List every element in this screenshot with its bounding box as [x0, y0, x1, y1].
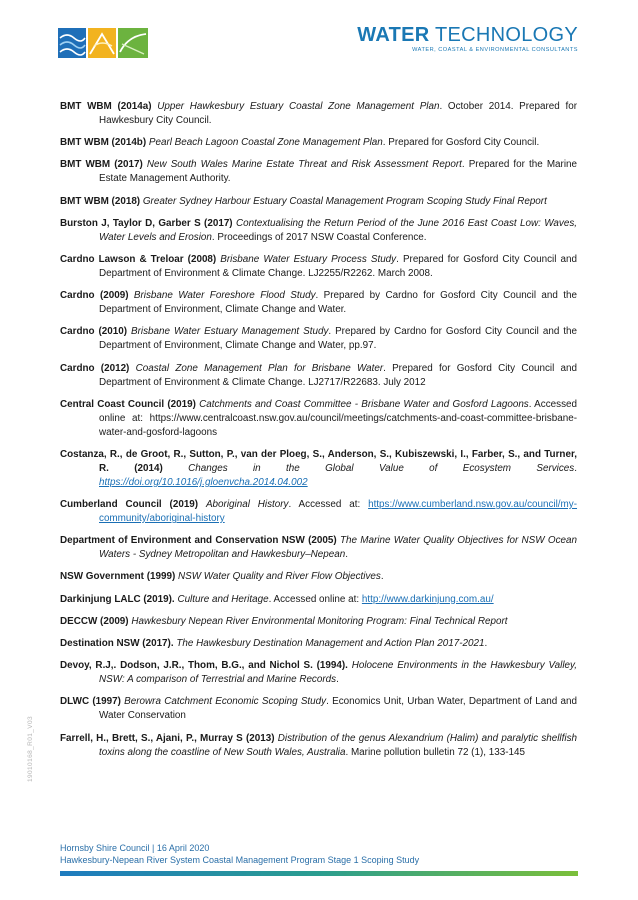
reference-title: Greater Sydney Harbour Estuary Coastal Management Program Scoping Study Final Report	[142, 195, 547, 207]
brand-logo	[357, 24, 578, 53]
reference-title: Distribution of the genus Alexandrium (Halim) and paralytic shellfish toxins along the coastline of New South Wales, Australia	[99, 732, 577, 758]
reference-author: Cardno Lawson & Treloar (2008)	[60, 253, 217, 265]
reference-entry	[60, 534, 577, 562]
reference-author: Burston J, Taylor D, Garber S (2017)	[60, 217, 233, 229]
reference-title: Contextualising the Return Period of the June 2016 East Coast Low: Waves, Water Levels and Erosion	[99, 217, 577, 243]
reference-author: DLWC (1997)	[60, 696, 121, 708]
reference-entry	[60, 325, 577, 353]
reference-author: DECCW (2009)	[60, 615, 129, 627]
reference-entry	[60, 615, 577, 629]
reference-details: . Prepared for Gosford City Council and Department of Environment & Climate Change. LJ2255/R2262. March 2008.	[99, 253, 577, 279]
reference-author: NSW Government (1999)	[60, 571, 176, 583]
reference-details: .	[336, 674, 339, 686]
reference-details: . Prepared for Gosford City Council and Department of Environment & Climate Change. LJ2717/R22683. July 2012	[99, 362, 577, 388]
reference-details: .	[345, 549, 349, 561]
footer	[60, 842, 419, 866]
reference-author: Department of Environment and Conservation NSW (2005)	[60, 535, 337, 547]
footer-line-1: Hornsby Shire Council | 16 April 2020	[60, 843, 210, 853]
reference-author: Cardno (2009)	[60, 290, 129, 302]
reference-entry	[60, 362, 577, 390]
reference-title: Aboriginal History	[205, 499, 289, 511]
reference-details: .	[574, 462, 577, 474]
reference-title: The Hawkesbury Destination Management and Action Plan 2017-2021	[176, 638, 485, 649]
reference-entry	[60, 253, 577, 281]
reference-title: Hawkesbury Nepean River Environmental Monitoring Program: Final Technical Report	[131, 615, 508, 627]
reference-entry	[60, 158, 577, 186]
reference-title: Coastal Zone Management Plan for Brisbane Water	[135, 362, 384, 374]
reference-details: . Accessed online at:	[268, 593, 360, 605]
reference-entry	[60, 695, 577, 723]
reference-link[interactable]: https://www.cumberland.nsw.gov.au/council/my-community/aboriginal-history	[99, 499, 578, 525]
reference-entry	[60, 136, 577, 150]
reference-title: New South Wales Marine Estate Threat and Risk Assessment Report	[146, 159, 462, 171]
reference-entry	[60, 593, 577, 607]
reference-title: Pearl Beach Lagoon Coastal Zone Management Plan	[148, 137, 383, 149]
reference-title: Catchments and Coast Committee - Brisbane Water and Gosford Lagoons	[199, 398, 529, 410]
reference-author: Farrell, H., Brett, S., Ajani, P., Murray S (2013)	[60, 732, 275, 744]
reference-link[interactable]: https://doi.org/10.1016/j.gloenvcha.2014.04.002	[99, 476, 308, 488]
water-technology-logo-icon	[58, 26, 150, 60]
reference-entry	[60, 100, 577, 128]
reference-author: BMT WBM (2014a)	[60, 101, 152, 112]
reference-details: . Marine pollution bulletin 72 (1), 133-145	[345, 746, 525, 758]
reference-entry	[60, 398, 577, 440]
reference-author: Cumberland Council (2019)	[60, 499, 199, 511]
reference-title: Berowra Catchment Economic Scoping Study	[124, 696, 327, 708]
reference-link[interactable]: http://www.darkinjung.com.au/	[361, 593, 494, 605]
reference-entry	[60, 659, 577, 687]
reference-title: Brisbane Water Estuary Management Study	[131, 326, 329, 338]
footer-bar	[60, 871, 578, 876]
reference-title: Holocene Environments in the Hawkesbury Valley, NSW: A comparison of Terrestrial and Marine Records	[99, 660, 577, 686]
reference-entry	[60, 732, 577, 760]
reference-entry	[60, 217, 577, 245]
reference-author: Cardno (2010)	[60, 326, 128, 338]
reference-entry	[60, 570, 577, 584]
reference-entry	[60, 498, 577, 526]
reference-details: . Prepared by Cardno for Gosford City Council and the Department of Environment, Climate Change and Water.	[99, 290, 577, 316]
brand-title-light: TECHNOLOGY	[429, 24, 578, 46]
reference-details: . Prepared for the Marine Estate Management Authority.	[99, 159, 578, 185]
reference-title: NSW Water Quality and River Flow Objectives	[178, 571, 381, 583]
reference-details: . Economics Unit, Urban Water, Department of Land and Water Conservation	[99, 696, 577, 722]
reference-details: . Prepared by Cardno for Gosford City Council and the Department of Environment, Climate Change and Water, pp.97.	[99, 326, 578, 352]
brand-title	[357, 24, 578, 46]
brand-title-bold: WATER	[357, 24, 430, 46]
reference-entry	[60, 289, 577, 317]
reference-title: The Marine Water Quality Objectives for NSW Ocean Waters - Sydney Metropolitan and Hawkesbury–Nepean	[99, 535, 577, 561]
reference-entry	[60, 637, 577, 651]
reference-author: Darkinjung LALC (2019).	[60, 593, 175, 605]
reference-details: . Accessed online at: https://www.centralcoast.nsw.gov.au/council/meetings/catchments-and-coast-committee-brisbane-water-and-gosford-lagoons	[99, 398, 577, 438]
reference-entry	[60, 195, 577, 209]
reference-author: Destination NSW (2017).	[60, 638, 174, 649]
reference-author: Cardno (2012)	[60, 362, 130, 374]
footer-line-2: Hawkesbury-Nepean River System Coastal Management Program Stage 1 Scoping Study	[60, 855, 420, 865]
brand-subtitle: WATER, COASTAL & ENVIRONMENTAL CONSULTANTS	[412, 47, 578, 53]
reference-title: Changes in the Global Value of Ecosystem Services	[188, 462, 575, 474]
document-code: 19010168_R01_V03	[27, 715, 34, 782]
reference-author: Devoy, R.J,. Dodson, J.R., Thom, B.G., and Nichol S. (1994).	[60, 660, 348, 672]
reference-entry	[60, 448, 577, 490]
reference-author: BMT WBM (2017)	[60, 159, 143, 171]
reference-title: Culture and Heritage	[177, 593, 269, 605]
reference-details: . October 2014. Prepared for Hawkesbury City Council.	[99, 101, 577, 126]
reference-title: Brisbane Water Estuary Process Study	[220, 253, 397, 265]
reference-author: Costanza, R., de Groot, R., Sutton, P., van der Ploeg, S., Anderson, S., Kubiszewski, I., Farber, S., and Turner, R. (2014)	[60, 448, 577, 474]
reference-title: Brisbane Water Foreshore Flood Study	[133, 290, 316, 302]
reference-title: Upper Hawkesbury Estuary Coastal Zone Management Plan	[157, 101, 440, 112]
reference-list	[60, 100, 577, 768]
reference-details: . Proceedings of 2017 NSW Coastal Conference.	[211, 231, 427, 243]
reference-details: .	[484, 638, 488, 649]
reference-author: BMT WBM (2018)	[60, 195, 141, 207]
reference-details: .	[380, 571, 384, 583]
reference-author: BMT WBM (2014b)	[60, 137, 147, 149]
reference-details: . Prepared for Gosford City Council.	[382, 137, 540, 149]
reference-details: . Accessed at:	[288, 499, 361, 511]
reference-author: Central Coast Council (2019)	[60, 398, 196, 410]
